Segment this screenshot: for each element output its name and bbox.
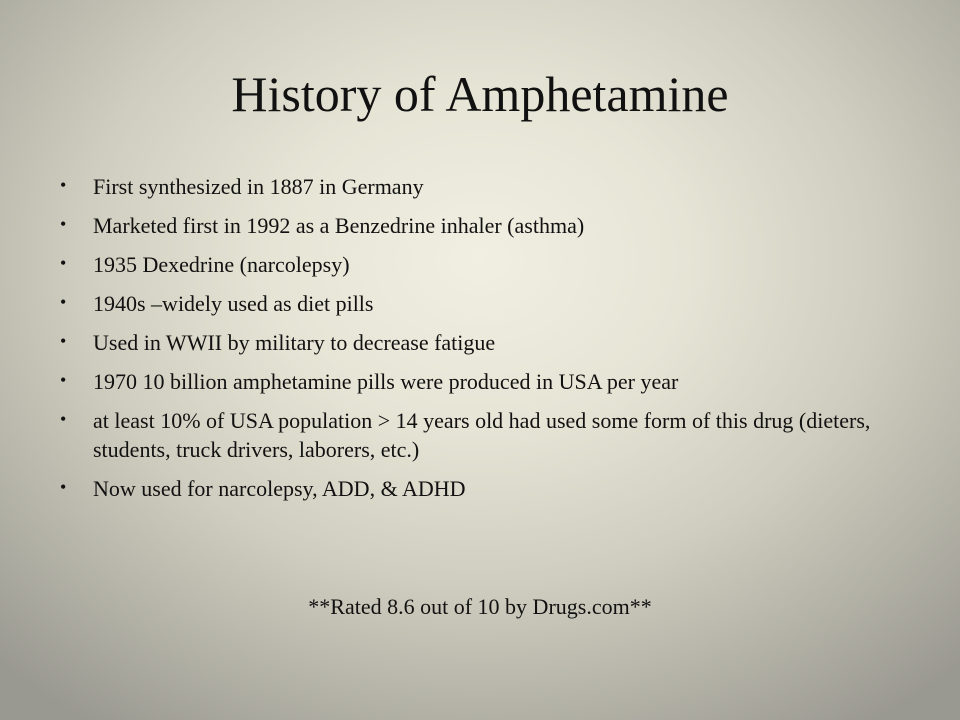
bullet-item xyxy=(60,474,910,503)
bullet-text: 1935 Dexedrine (narcolepsy) xyxy=(93,252,350,277)
bullet-item xyxy=(60,172,910,201)
bullet-text: 1970 10 billion amphetamine pills were produced in USA per year xyxy=(93,369,679,394)
bullet-text: Now used for narcolepsy, ADD, & ADHD xyxy=(93,476,466,501)
bullet-item xyxy=(60,250,910,279)
bullet-dot-icon: • xyxy=(60,175,67,195)
rating-note: **Rated 8.6 out of 10 by Drugs.com** xyxy=(308,594,652,619)
bullet-dot-icon: • xyxy=(60,292,67,312)
bullet-item xyxy=(60,328,910,357)
bullet-text: First synthesized in 1887 in Germany xyxy=(93,174,424,199)
bullet-text: at least 10% of USA population > 14 years old had used some form of this drug (dieters, students, truck drivers, laborers, etc.) xyxy=(93,408,871,462)
bullet-dot-icon: • xyxy=(60,331,67,351)
bullet-dot-icon: • xyxy=(60,477,67,497)
bullet-item xyxy=(60,406,910,464)
bullet-dot-icon: • xyxy=(60,253,67,273)
bullet-item xyxy=(60,367,910,396)
bullet-list xyxy=(60,172,910,513)
bullet-item xyxy=(60,211,910,240)
bullet-dot-icon: • xyxy=(60,409,67,429)
bullet-text: Used in WWII by military to decrease fatigue xyxy=(93,330,496,355)
slide-title: History of Amphetamine xyxy=(231,66,729,122)
bullet-dot-icon: • xyxy=(60,370,67,390)
bullet-dot-icon: • xyxy=(60,214,67,234)
bullet-item xyxy=(60,289,910,318)
bullet-text: Marketed first in 1992 as a Benzedrine inhaler (asthma) xyxy=(93,213,585,238)
bullet-text: 1940s –widely used as diet pills xyxy=(93,291,374,316)
